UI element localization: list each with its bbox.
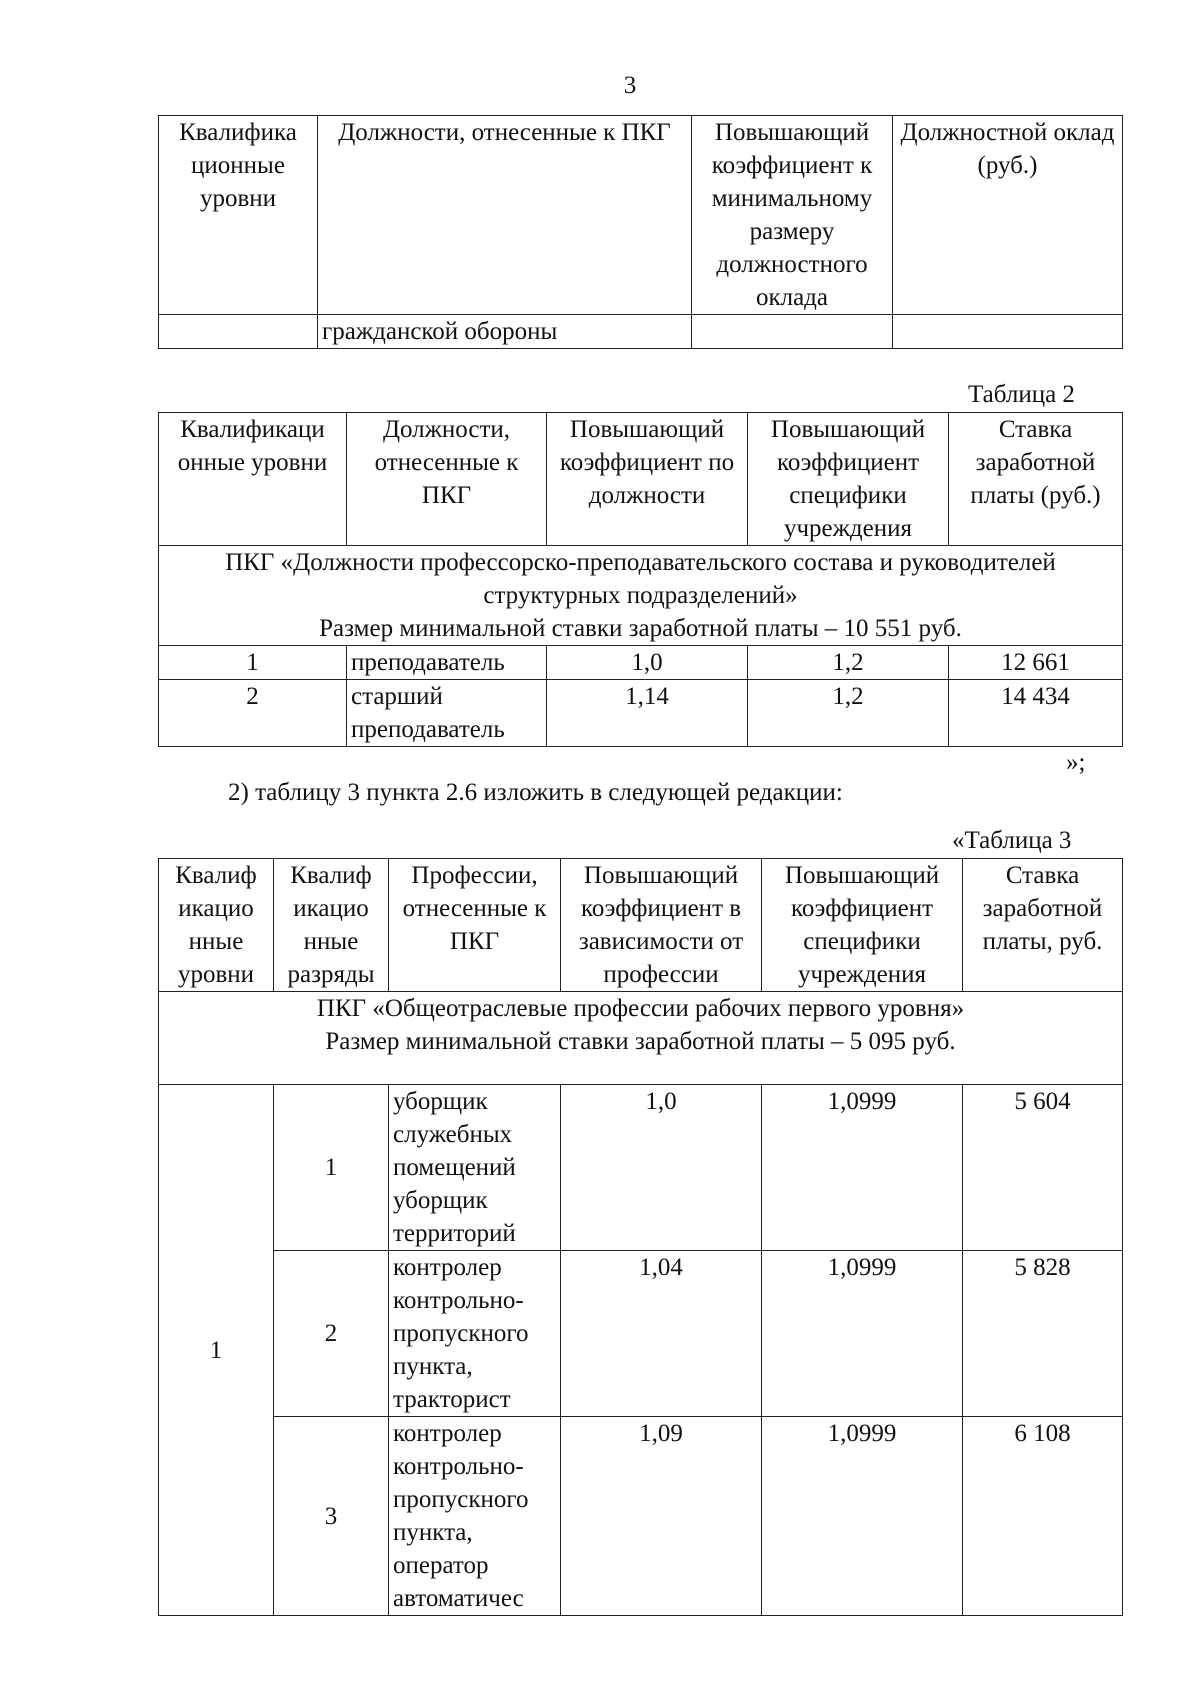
table-2-cell-inst-coef: 1,2 (748, 646, 949, 680)
table-row (159, 315, 1123, 349)
table-2-header-position-coefficient: Повышающий коэффициент по должности (547, 413, 748, 546)
table-2-cell-position: преподаватель (347, 646, 547, 680)
table-3-cell-rate: 5 604 (963, 1085, 1123, 1251)
table-1-header-coefficient: Повышающий коэффициент к минимальному размеру должностного оклада (692, 116, 893, 315)
table-3-header-qual-levels: Квалиф икацио нные уровни (159, 859, 274, 992)
table-2-cell-position: старший преподаватель (347, 680, 547, 747)
table-2-cell-rate: 12 661 (949, 646, 1123, 680)
table-row (159, 646, 1123, 680)
table-row (159, 1251, 1123, 1417)
table-2-cell-level: 2 (159, 680, 347, 747)
table-3-cell-grade: 1 (274, 1085, 389, 1251)
table-3-cell-coef: 1,0 (561, 1085, 762, 1251)
table-2-group-title: ПКГ «Должности профессорско-преподавательского состава и руководителей структурных подразделений» (225, 549, 1056, 609)
page-number: 3 (623, 72, 637, 99)
amendment-paragraph: 2) таблицу 3 пункта 2.6 изложить в следующей редакции: (228, 779, 843, 806)
table-3-header-institution-coefficient: Повышающий коэффициент специфики учреждения (762, 859, 963, 992)
table-3-group-row (159, 992, 1123, 1085)
table-2 (158, 412, 1123, 747)
table-3-header-rate: Ставка заработной платы, руб. (963, 859, 1123, 992)
table-3-cell-profession: уборщик служебных помещений уборщик территорий (389, 1085, 561, 1251)
table-2-cell-level: 1 (159, 646, 347, 680)
table-1-header-qual-levels: Квалифика ционные уровни (159, 116, 318, 315)
table-row (159, 1085, 1123, 1251)
table-2-caption: Таблица 2 (968, 381, 1075, 408)
table-3-cell-grade: 2 (274, 1251, 389, 1417)
table-row (159, 680, 1123, 747)
table-1-cell (159, 315, 318, 349)
table-2-group-row (159, 546, 1123, 646)
table-3-cell-coef: 1,04 (561, 1251, 762, 1417)
table-3-cell-rate: 6 108 (963, 1417, 1123, 1616)
table-3-cell-profession: контролер контрольно-пропускного пункта, тракторист (389, 1251, 561, 1417)
table-1-header-row (159, 116, 1123, 315)
table-3-header-row (159, 859, 1123, 992)
table-2-group-min-rate: Размер минимальной ставки заработной платы – 10 551 руб. (319, 615, 962, 642)
table-3-header-professions: Профессии, отнесенные к ПКГ (389, 859, 561, 992)
table-3-cell-inst-coef: 1,0999 (762, 1251, 963, 1417)
table-2-header-positions: Должности, отнесенные к ПКГ (347, 413, 547, 546)
table-3-cell-rate: 5 828 (963, 1251, 1123, 1417)
table-2-cell-coef: 1,14 (547, 680, 748, 747)
table-2-cell-coef: 1,0 (547, 646, 748, 680)
table-2-header-qual-levels: Квалификаци онные уровни (159, 413, 347, 546)
table-2-header-rate: Ставка заработной платы (руб.) (949, 413, 1123, 546)
table-3-cell-profession: контролер контрольно-пропускного пункта, оператор автоматичес (389, 1417, 561, 1616)
table-3-cell-inst-coef: 1,0999 (762, 1417, 963, 1616)
table-3-caption: «Таблица 3 (952, 827, 1072, 854)
table-3 (158, 858, 1123, 1616)
table-1-cell (692, 315, 893, 349)
table-1 (158, 115, 1123, 349)
table-2-cell-inst-coef: 1,2 (748, 680, 949, 747)
table-2-header-institution-coefficient: Повышающий коэффициент специфики учреждения (748, 413, 949, 546)
table-3-cell-inst-coef: 1,0999 (762, 1085, 963, 1251)
table-2-header-row (159, 413, 1123, 546)
table-2-cell-rate: 14 434 (949, 680, 1123, 747)
table-3-group-min-rate: Размер минимальной ставки заработной платы – 5 095 руб. (325, 1028, 956, 1055)
table-3-header-qual-grades: Квалиф икацио нные разряды (274, 859, 389, 992)
table-3-cell-level: 1 (159, 1085, 274, 1616)
table-3-group-cell (159, 992, 1123, 1085)
table-3-cell-coef: 1,09 (561, 1417, 762, 1616)
table-3-cell-grade: 3 (274, 1417, 389, 1616)
table-2-group-cell (159, 546, 1123, 646)
table-3-group-title: ПКГ «Общеотраслевые профессии рабочих первого уровня» (316, 995, 965, 1022)
table-2-closing-quote: »; (1066, 749, 1086, 776)
table-row (159, 1417, 1123, 1616)
table-1-header-salary: Должностной оклад (руб.) (893, 116, 1123, 315)
table-3-header-profession-coefficient: Повышающий коэффициент в зависимости от профессии (561, 859, 762, 992)
table-1-cell (893, 315, 1123, 349)
table-1-header-positions: Должности, отнесенные к ПКГ (318, 116, 692, 315)
table-1-cell: гражданской обороны (318, 315, 692, 349)
